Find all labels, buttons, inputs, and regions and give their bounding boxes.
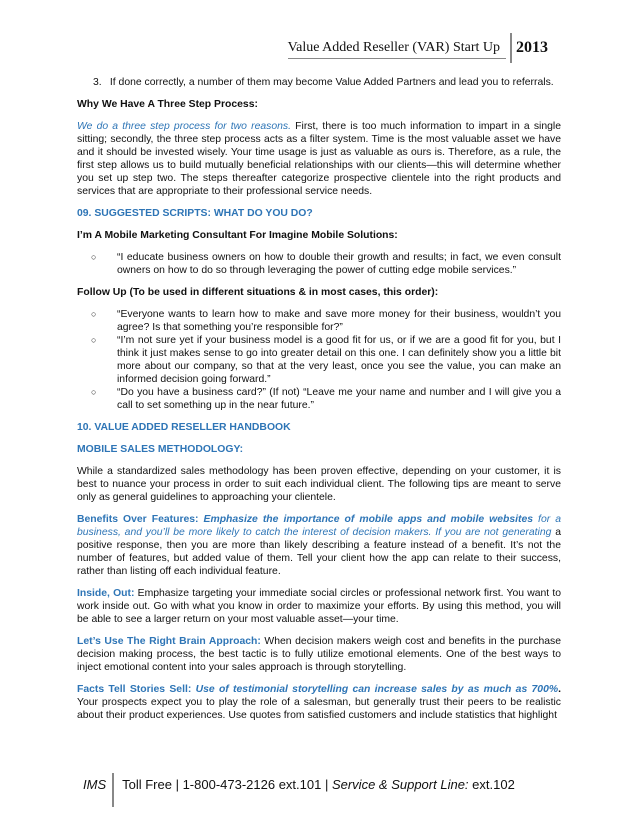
bullet-icon: ○ bbox=[91, 309, 97, 319]
facts-label: Facts Tell Stories Sell: bbox=[77, 684, 192, 695]
methodology-heading: MOBILE SALES METHODOLOGY: bbox=[77, 444, 244, 455]
scripts-heading: 09. SUGGESTED SCRIPTS: WHAT DO YOU DO? bbox=[77, 208, 313, 219]
header-title: Value Added Reseller (VAR) Start Up bbox=[288, 38, 506, 59]
brain-label: Let’s Use The Right Brain Approach: bbox=[77, 636, 261, 647]
list-item bbox=[77, 308, 561, 334]
footer-ims: IMS bbox=[83, 777, 107, 792]
footer-contact bbox=[114, 773, 515, 792]
bullet-icon: ○ bbox=[91, 252, 97, 262]
item-number: 3. bbox=[93, 77, 102, 88]
facts-dot: . bbox=[558, 684, 561, 695]
benefits-paragraph bbox=[77, 513, 561, 578]
consultant-list bbox=[77, 251, 561, 277]
header-year: 2013 bbox=[516, 39, 548, 56]
benefits-emphasis: Emphasize the importance of mobile apps and mobile websites bbox=[198, 514, 534, 525]
followup-text: “I’m not sure yet if your business model is a good fit for us, or if we are a good fit for you, but I think it just makes sense to go into greater detail on this one. I can definitely show you a little bit more about our company, so that at the very least, once you see the value, you can make an informed decision going forward.” bbox=[117, 335, 561, 385]
followup-text: “Do you have a business card?” (If not) “Leave me your name and number and I will give you a call to set something up in the near future.” bbox=[117, 387, 561, 411]
list-item bbox=[77, 334, 561, 386]
followup-list bbox=[77, 308, 561, 412]
list-item bbox=[77, 386, 561, 412]
benefits-label: Benefits Over Features: bbox=[77, 514, 199, 525]
header-divider bbox=[510, 33, 512, 63]
facts-body: Your prospects expect you to play the role of a salesman, but generally trust their peers to be realistic about their product experiences. Use quotes from satisfied customers and include statistics that highlight bbox=[77, 697, 561, 721]
page-footer bbox=[75, 773, 515, 807]
brain-body: When decision makers weigh cost and benefits in the purchase decision making process, the best tactic is to fully utilize emotional elements. One of the best ways to inject emotional content into your sales approach is through storytelling. bbox=[77, 636, 561, 673]
handbook-heading: 10. VALUE ADDED RESELLER HANDBOOK bbox=[77, 422, 291, 433]
consultant-heading: I’m A Mobile Marketing Consultant For Imagine Mobile Solutions: bbox=[77, 230, 398, 241]
benefits-body: a positive response, then you are more than likely describing a feature instead of a benefit. It’s not the number of features, but added value of them. Tell your client how the app can relate to their success, rather than listing off each individual feature. bbox=[77, 527, 562, 577]
inside-body: Emphasize targeting your immediate social circles or professional network first. You want to work inside out. Go with what you know in order to maximize your efforts. By using this method, you will be able to see a larger return on your most valuable asset—your time. bbox=[77, 588, 562, 625]
methodology-paragraph: While a standardized sales methodology has been proven effective, depending on your customer, it is best to nuance your process in order to suit each individual client. The following tips are meant to serve only as general guidelines to approaching your clientele. bbox=[77, 466, 561, 503]
footer-toll: Toll Free | 1-800-473-2126 ext.101 | bbox=[122, 777, 329, 792]
facts-emphasis: Use of testimonial storytelling can increase sales by as much as 700% bbox=[191, 684, 559, 695]
page-body bbox=[77, 76, 561, 731]
followup-heading: Follow Up (To be used in different situations & in most cases, this order): bbox=[77, 287, 439, 298]
why-heading: Why We Have A Three Step Process: bbox=[77, 99, 258, 110]
benefits-italic: for a business, and you’ll be more likely to catch the interest of decision makers. If you are not generating bbox=[77, 514, 561, 538]
item-text: If done correctly, a number of them may become Value Added Partners and lead you to referrals. bbox=[109, 77, 554, 88]
why-paragraph bbox=[77, 120, 561, 198]
footer-service-ext: ext.102 bbox=[468, 777, 515, 792]
facts-paragraph bbox=[77, 683, 561, 722]
numbered-item-3 bbox=[77, 76, 561, 89]
list-item bbox=[77, 251, 561, 277]
why-lead: We do a three step process for two reasons. bbox=[77, 121, 291, 132]
footer-service-label: Service & Support Line: bbox=[328, 777, 469, 792]
inside-paragraph bbox=[77, 587, 561, 626]
consultant-quote: “I educate business owners on how to double their growth and results; in fact, we even consult owners on how to do so through leveraging the power of cutting edge mobile services.” bbox=[117, 252, 561, 276]
followup-text: “Everyone wants to learn how to make and save more money for their business, wouldn’t you agree? Is that something you’re responsible for?” bbox=[117, 309, 561, 333]
bullet-icon: ○ bbox=[91, 335, 97, 345]
bullet-icon: ○ bbox=[91, 387, 97, 397]
inside-label: Inside, Out: bbox=[77, 588, 135, 599]
brain-paragraph bbox=[77, 635, 561, 674]
why-body: First, there is too much information to impart in a single sitting; secondly, the three step process acts as a filter system. Time is the most valuable asset we have and it should be invested wisely. Your time usage is just as valuable as ours is. Therefore, as a rule, the first step allows us to build mutually beneficial relationships with our clients—this will determine whether you set up step two. The steps thereafter categorize prospective clientele into the right products and services that are appropriate to their professional service needs. bbox=[77, 121, 561, 197]
page-header bbox=[288, 36, 548, 60]
